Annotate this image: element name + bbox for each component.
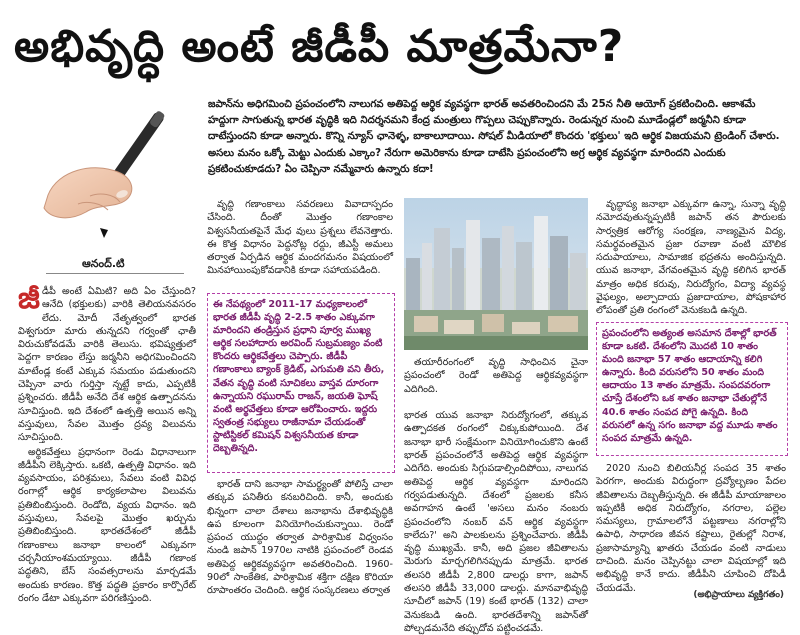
column-center-right xyxy=(404,356,588,634)
column-left xyxy=(18,281,196,604)
pull-quote-right: ప్రపంచంలోని అత్యంత అసమాన దేశాల్లో భారత్ కూడా ఒకటి. దేశంలోని మొదటి 10 శాతం మంది జనాభా 57 శాతం ఆదాయాన్ని కలిగి ఉన్నారు. కింది వరుసలోని 50 శాతం మంది ఆదాయం 13 శాతం మాత్రమే. సంపదవరంగా చూస్తే దేశంలోని ఒక శాతం జనాభా చేతుల్లోనే 40.6 శాతం సంపద పోగై ఉన్నది. కింది వరుసలో ఉన్న సగం జనాభా వద్ద మూడు శాతం సంపద మాత్రమే ఉన్నది. xyxy=(602,328,778,444)
intro-paragraph: జపాన్‌ను అధిగమించి ప్రపంచంలోని నాలుగవ అతిపెద్ద ఆర్థిక వ్యవస్థగా భారత్ అవతరించిందని మే 25న నీతి ఆయోగ్ ప్రకటించింది. ఆకాశమే హద్దుగా సాగుతున్న భారత వృద్ధికి ఇది నిదర్శనమని కేంద్ర మంత్రులు గొప్పలు చెప్పుకొన్నారు. రెండున్నర నుంచి మూడేండ్లలో జర్మనీని కూడా దాటేస్తుందని కూడా అన్నారు. కొన్ని న్యూస్ ఛానెళ్ళ, బాకాలూదాయి. సోషల్ మీడియాలో కొందరు 'భక్తులు' ఇది ఆర్థిక విజయమని ట్రెండింగ్ చేశారు. అసలు మనం ఒక్కో మెట్టు ఎందుకు ఎక్కాం? నేరుగా అమెరికాను కూడా దాటేసి ప్రపంచంలోని అగ్ర ఆర్థిక వ్యవస్థగా మారిందని ఎందుకు ప్రకటించుకూడదు? ఏం చెప్పినా నమ్మేవారు ఉన్నారు కదా! xyxy=(208,99,780,175)
column-right-bottom xyxy=(596,462,786,594)
column-right-top-text: వృద్ధాప్య జనాభా ఎక్కువగా ఉన్నా, సున్నా వృద్ధి నమోదవుతున్నప్పటికీ జపాన్ తన పౌరులకు సార్వత్రిక ఆరోగ్య సంరక్షణ, నాణ్యమైన విద్య, సమర్థవంతమైన ప్రజా రవాణా వంటి మౌలిక సదుపాయాలు, సామాజిక భద్రతను అందిస్తున్నది. యువ జనాభా, వేగవంతమైన వృద్ధి కలిగిన భారత్ మాత్రం అధిక కరువు, నిరుద్యోగం, విద్యా వ్యవస్థ వైఫల్యం, అల్పాదాయ ప్రజాదాయాల, పోషకాహార లోపంతో ప్రతి రంగంలో వెనుకబడి ఉన్నది. xyxy=(596,199,786,317)
byline-divider xyxy=(46,273,184,274)
column-middle-top xyxy=(207,198,393,288)
column-center-right-text: తయారీరంగంలో వృద్ధి సాధించిన చైనా ప్రపంచంలో రెండో అతిపెద్ద ఆర్థికవ్యవస్థగా ఎదిగింది. భారత యువ జనాభా నిరుద్యోగంలో, తక్కువ ఉత్పాదకత రంగంలో చిక్కుకుపోయింది. దేశ జనాభా భారీ సంక్షేమంగా వినియోగించుకొని ఉంటే భారత్ ప్రపంచంలోనే అతిపెద్ద ఆర్థిక వ్యవస్థగా ఎదిగేది. అందుకు సిగ్గుపడాల్సిందిపోయి, నాలుగవ అతిపెద్ద ఆర్థిక వ్యవస్థగా మారిందని గర్వపడుతున్నది. దేశంలో ప్రజలకు కనీస అవగాహన ఉంటే 'అసలు మనం నంబరు ప్రపంచంలోని నంబర్ వన్ ఆర్థిక వ్యవస్థగా కాలేదు?' అని పాలకులను ప్రశ్నించేవారు. జీడీపీ వృద్ధి ముఖ్యమే. కానీ, అది ప్రజల జీవితాలను మెరుగు మార్చగలిగినప్పుడు మాత్రమే. భారత తలసరి జీడీపీ 2,800 డాలర్లు కాగా, జపాన్ తలసరి జీడీపీ 33,000 డాలర్లు. మానవాభివృద్ధి సూచీలో జపాన్ (19) కంటే భారత్ (132) చాలా వెనుకబడి ఉంది. భారతదేశాన్ని జపాన్‌తో పోల్చడమనేది తప్పుదోవ పట్టించడమే. xyxy=(404,357,588,634)
column-left-paragraph-2: అర్థికవేత్తలు ప్రధానంగా రెండు విధానాలుగా జీడీపీని లెక్కిస్తారు. ఒకటి, ఉత్పత్తి విధానం. ఇది వ్యవసాయం, పరిశ్రమలు, సేవలు వంటి వివిధ రంగాల్లో ఆర్థిక కార్యకలాపాల విలువను ప్రతిబింబిస్తుంది. రెండోది, వ్యయ విధానం. ఇది వస్తువులు, సేవలపై మొత్తం ఖర్చును ప్రతిబింబిస్తుంది. భారతదేశంలో జీడీపీ గణాంకాలు జనాభా కాలంలో ఎక్కువగా చర్చనీయాంశమయ్యాయి. జీడీపీ గణాంక పద్ధతిని, బేస్ సంవత్సరాలను మార్చడమే అందుకు కారణం. కొత్త పద్ధతి ప్రకారం కార్పొరేట్ రంగం డేటా ఎక్కువగా పరిగణిస్తుంది. xyxy=(18,446,196,604)
pull-quote-middle: ఈ నేపథ్యంలో 2011-17 మధ్యకాలంలో భారత జీడీపీ వృద్ధి 2-2.5 శాతం ఎక్కువగా మారిందని తండ్రిస్తున ప్రధాని పూర్వ ముఖ్య ఆర్థిక సలహాదారు అరవింద్ సుబ్రమణ్యం వంటి కొందరు ఆర్థికవేత్తలు చెప్పారు. జీడీపీ గణాంకాలు బ్యాంక్ క్రెడిట్, ఎగుమతి వని తీరు, వేతన వృద్ధి వంటి సూచికలు వాస్తవ దూరంగా ఉన్నాయని రఘురామ్ రాజన్, జయతి ఘోష్ వంటి అర్థవేత్తలు కూడా ఆరోపించారు. ఇద్దరు స్వతంత్ర సభ్యులు రాజీనామా చేయడంతో స్టాటిస్టికల్ కమిషన్ విశ్వసనీయత కూడా దెబ్బతిన్నది. xyxy=(213,299,385,455)
opinion-disclaimer: (అభిప్రాయాలు వ్యక్తిగతం) xyxy=(693,590,784,600)
column-middle-bottom-text: భారత్ దాని జనాభా సామర్థ్యంతో పోలిస్తే చాలా తక్కువ పనితీరు కనబరిచింది. కానీ, అందుకు భిన్నంగా చాలా దేశాలు జనాభాను దేశాభివృద్ధికి ఉప కూలంగా వినియోగించుకున్నాయి. రెండో ప్రపంచ యుద్ధం తర్వాత పారిశ్రామిక విధ్వంసం నుండి జపాన్ 1970ల నాటికి ప్రపంచంలో రెండవ అతిపెద్ద ఆర్థికవ్యవస్థగా అవతరించింది. 1960-90లో సాంకేతిక, పారిశ్రామిక శక్తిగా దక్షిణ కొరియా రూపాంతరం చెందింది. ఆర్థిక సంస్కరణలు తర్వాత xyxy=(207,479,393,597)
column-left-paragraph-1: డీపీ అంటే ఏమిటి? అది ఏం చేస్తుంది? ఆనేది (భక్తులకు) వారికి తెలియనవసరం లేదు. మోదీ నేతృత్వంలో భారత విశ్వగురూ మారు తున్నదని గర్వంతో ఛాతీ విరుచుకోవడమే వారికి తెలుసు. భవిష్యత్తులో పెద్దగా కారణం లేస్తు జర్మనీని అధిగమించిందని మాటేండ్ల కంటే ఎక్కువ సమయం పడుతుందని చెప్పినా వారు గుర్తిస్తా న్నట్టే కాదు, ఎప్పటికీ ప్రశ్నించరు. జీడీపీ అనేది దేశ ఆర్థిక ఉత్పాదనను సూచిస్తుంది. ఇది దేశంలో ఉత్పత్తి అయిన అన్ని వస్తువులు, సేవల మొత్తం ద్రవ్య విలువను సూచిస్తుంది. xyxy=(18,286,196,444)
column-middle-bottom xyxy=(207,478,393,602)
byline: ఆనంద్.టి xyxy=(82,257,125,270)
hand-writing-pen-illustration xyxy=(38,100,178,245)
column-right-top xyxy=(596,198,786,316)
column-right-bottom-text: 2020 నుంచి బిలియనీర్ల సంపద 35 శాతం పెరగగా, అందుకు విరుద్ధంగా ద్రవ్యోల్బణం పేదల జీవితాలను దెబ్బతీస్తున్నది. ఈ జీడీపీ మాయాజాలం ఇప్పటికీ అధిక నిరుద్యోగం, నగరాల, పల్లెల సమస్యలు, గ్రామాలలోనే పట్టణాలు నగరాల్లోని ఉపాధి, సాధారణ జీవన కష్టాలు, రైతుల్లో నిరాశ, ప్రజాసామ్యాన్ని ఖాతరు చేయడం వంటి నాడులు దాచింది. మనం చెప్పినట్టు చాలా విషయాల్లో ఇది అభివృద్ధి కానే కాదు. జీడీపీని చూపించి దోపిడీ చేయడమే. xyxy=(596,463,786,594)
dropcap: జీ xyxy=(18,281,40,316)
city-skyline-photo xyxy=(404,198,588,350)
headline: అభివృద్ధి అంటే జీడీపీ మాత్రమేనా? xyxy=(14,21,625,72)
column-middle-top-text: వృద్ధి గణాంకాలు సవరణలు వివాదాస్పదం చేసింది. దీంతో మొత్తం గణాంకాల విశ్వసనీయతపైనే మేధ వులు ప్రశ్నలు లేవనెత్తారు. ఈ కొత్త విధానం పెద్దనోట్ల రద్దు, జీఎస్టీ అమలు తర్వాత ఏర్పడిన ఆర్థిక మందగమనం విషయంలో మినహాయింపుకోవడానికి కూడా సహాయపడింది. xyxy=(207,199,393,277)
